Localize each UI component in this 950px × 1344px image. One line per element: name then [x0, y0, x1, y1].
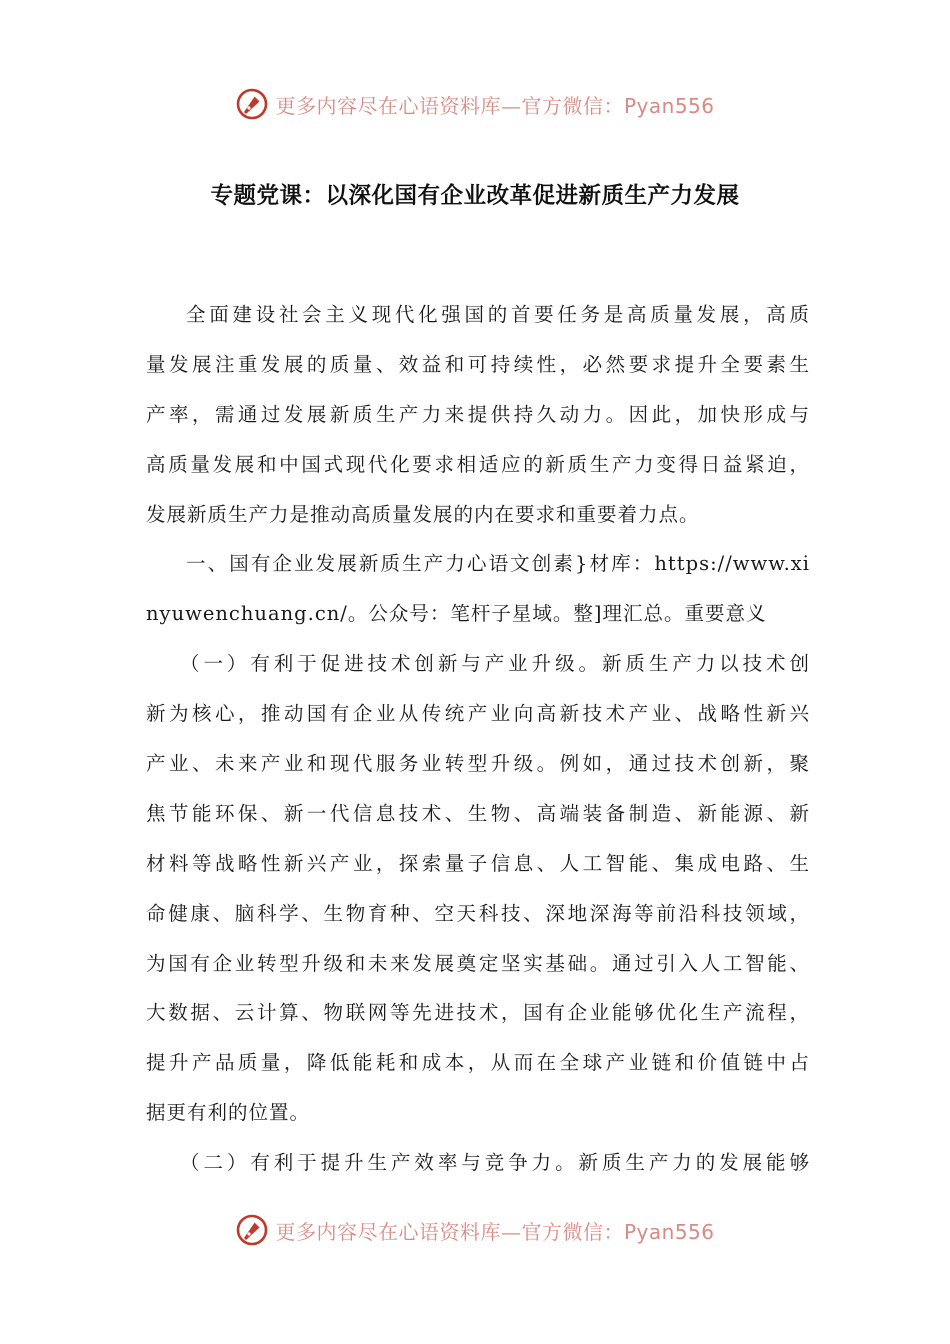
- body-line: 焦节能环保、新一代信息技术、生物、高端装备制造、新能源、新: [146, 801, 810, 825]
- footer-banner: [0, 1210, 950, 1250]
- header-banner: [0, 84, 950, 124]
- body-line: 高质量发展和中国式现代化要求相适应的新质生产力变得日益紧迫，: [146, 452, 810, 476]
- section-heading-line: nyuwenchuang.cn/。公众号：笔杆子星域。整]理汇总。重要意义: [146, 602, 767, 626]
- subsection-line: （一）有利于促进技术创新与产业升级。新质生产力以技术创: [180, 652, 810, 676]
- section-heading-line: 一、国有企业发展新质生产力心语文创素}材库：https://www.xi: [186, 552, 810, 576]
- body-line: 产业、未来产业和现代服务业转型升级。例如，通过技术创新，聚: [146, 752, 810, 776]
- body-line: 为国有企业转型升级和未来发展奠定坚实基础。通过引入人工智能、: [146, 951, 810, 975]
- body-line: 提升产品质量，降低能耗和成本，从而在全球产业链和价值链中占: [146, 1051, 810, 1075]
- body-line: 大数据、云计算、物联网等先进技术，国有企业能够优化生产流程，: [146, 1001, 810, 1025]
- document-body: [146, 290, 810, 1188]
- body-line: 全面建设社会主义现代化强国的首要任务是高质量发展，高质: [186, 303, 810, 326]
- body-line: 新为核心，推动国有企业从传统产业向高新技术产业、战略性新兴: [146, 702, 810, 726]
- subsection-line: （二）有利于提升生产效率与竞争力。新质生产力的发展能够: [180, 1151, 810, 1175]
- banner-text: 更多内容尽在心语资料库—官方微信：Pyan556: [275, 1219, 715, 1244]
- body-line: 发展新质生产力是推动高质量发展的内在要求和重要着力点。: [146, 502, 700, 526]
- pen-nib-circle-icon: [235, 87, 269, 121]
- body-line: 据更有利的位置。: [146, 1101, 311, 1125]
- banner-text: 更多内容尽在心语资料库—官方微信：Pyan556: [275, 93, 715, 118]
- document-title: 专题党课：以深化国有企业改革促进新质生产力发展: [210, 183, 740, 209]
- pen-nib-circle-icon: [235, 1213, 269, 1247]
- body-line: 材料等战略性新兴产业，探索量子信息、人工智能、集成电路、生: [146, 851, 810, 875]
- body-line: 产率，需通过发展新质生产力来提供持久动力。因此，加快形成与: [146, 402, 810, 426]
- body-line: 命健康、脑科学、生物育种、空天科技、深地深海等前沿科技领域，: [146, 901, 810, 925]
- body-line: 量发展注重发展的质量、效益和可持续性，必然要求提升全要素生: [146, 352, 810, 376]
